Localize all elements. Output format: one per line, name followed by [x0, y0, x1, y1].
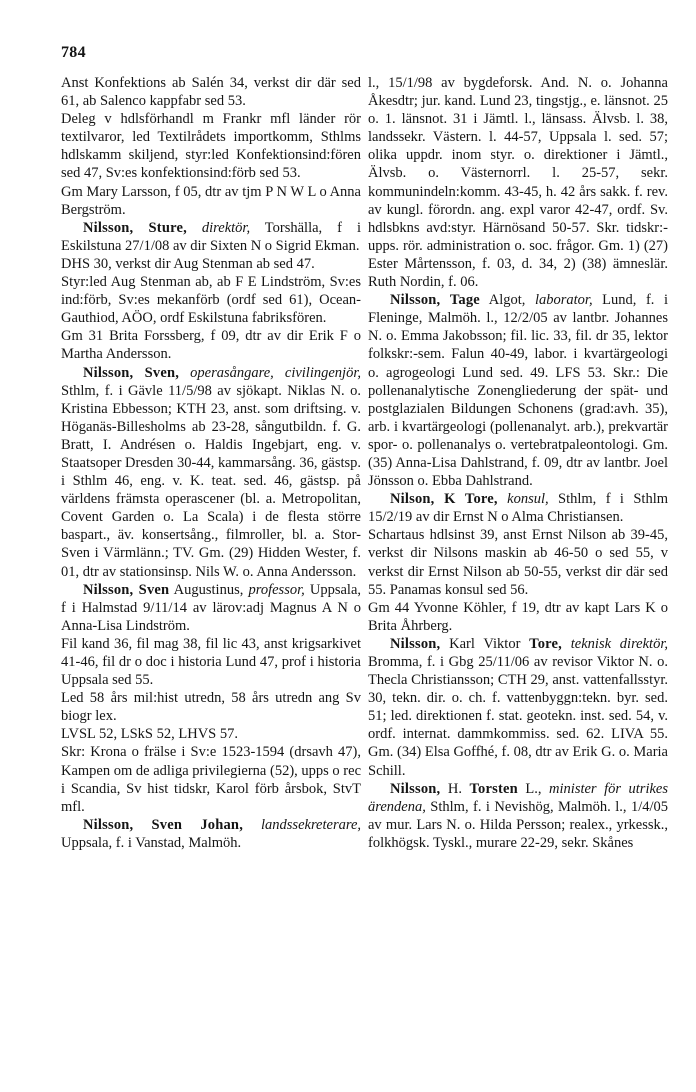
- entry-text: Lund, f. i Fleninge, Malmöh. l., 12/2/05 av lantbr. Johannes N. o. Emma Jakobsson; fil. lic. 33, fil. dr 35, lektor folkskr:-sem. Falun 40-49, labor. i kvartärgeologi o. agrogeologi Lund sed. 49. LFS 53. Skr.: Die pollenanalytische Zonengliederung der spät- und postglazialen Bildungen Schonens (grad:avh. 35), arb. i kvartärgeologi (pollenanalyt. arb.), prekvartär spor- o. pollenanalys o. vertebratpaleontologi. Gm. (35) Anna-Lisa Dahlstrand, f. 09, dtr av lantbr. Joel Jönsson o. Ebba Dahlstrand.: [368, 292, 669, 490]
- entry-title: direktör,: [186, 219, 251, 236]
- entry-given-names: H.: [440, 780, 470, 797]
- entry-paragraph: Skr: Krona o frälse i Sv:e 1523-1594 (drsavh 47), Kampen om de adliga privilegierna (52), upps o rec i Scandia, Sv hist tidskr, Karol förb årsbok, StvT mfl.: [61, 744, 361, 815]
- entry-text: Torshälla, f i Eskilstuna 27/1/08 av dir Sixten N o Sigrid Ekman.: [61, 219, 361, 254]
- entry-paragraph: DHS 30, verkst dir Aug Stenman ab sed 47.: [61, 255, 315, 272]
- entry-paragraph: Deleg v hdlsförhandl m Frankr mfl länder rör textilvaror, led Textilrådets importkomm, Sthlms hdlskamm skiljend, styr:led Konfektionsind:fören sed 47, Sv:es konfektionsind:förb sed 53.: [61, 111, 361, 182]
- entry-paragraph: Fil kand 36, fil mag 38, fil lic 43, anst krigsarkivet 41-46, fil dr o doc i historia Lund 47, prof i historia Uppsala sed 55.: [61, 635, 361, 689]
- entry-text: Sthlm, f i Sthlm 15/2/19 av dir Ernst N o Alma Christiansen.: [368, 491, 669, 526]
- entry-text: Uppsala, f i Halmstad 9/11/14 av lärov:adj Magnus A N o Anna-Lisa Lindström.: [61, 581, 362, 634]
- entry-name-called: Torsten: [469, 780, 518, 797]
- entry-title: laborator,: [525, 292, 593, 309]
- entry-title: professor,: [243, 581, 305, 598]
- biography-entry: [61, 364, 361, 581]
- entry-given-names: Algot,: [479, 292, 526, 309]
- biography-entry: [61, 581, 361, 635]
- entry-name: Nilsson,: [390, 780, 441, 797]
- entry-paragraph: Styr:led Aug Stenman ab, ab F E Lindström, Sv:es ind:förb, Sv:es mekanförb (ordf sed 61), Ocean-Gauthiod, AÖO, ordf Eskilstuna fabriksfören.: [61, 274, 361, 327]
- entry-title: landssekreterare,: [243, 816, 362, 833]
- entry-text: Uppsala, f. i Vanstad, Malmöh.: [61, 834, 242, 851]
- entry-title: minister för utrikes ärendena,: [368, 780, 668, 815]
- entry-title: konsul,: [497, 491, 549, 508]
- entry-paragraph: LVSL 52, LSkS 52, LHVS 57.: [61, 726, 238, 743]
- entry-title: teknisk direktör,: [562, 635, 668, 652]
- entry-paragraph: l., 15/1/98 av bygdeforsk. And. N. o. Johanna Åkesdtr; jur. kand. Lund 23, tingstjg., e. länsnot. 25 o. 1. länsnot. 31 i Jämtl. l., länsass. Älvsb. l. 38, landssekr. Västern. l. 44-57, Uppsala l. sed. 57; olika uppdr. inom styr. o. direktioner i Jämtl., Älvsb. o. Västernorrl. l. 25-57, sekr. kommunindeln:komm. 43-45, h. 42 års sakk. f. rev. av kungl. förordn. ang. expl varor 42-47, ordf. Sv. hdlsbkns avd:styr. Härnösand 50-57. Skr. tidskr:-upps. rör. administration o. soc. frågor. Gm. 1) (27) Ester Mårtensson, f. 03, d. 34, 2) (38) ämneslär. Ruth Nordin, f. 06.: [368, 75, 668, 291]
- right-column: [368, 74, 668, 852]
- page-number: 784: [61, 44, 86, 61]
- entry-title: operasångare, civilingenjör,: [179, 364, 361, 381]
- entry-given-names: L.,: [517, 780, 542, 797]
- entry-paragraph: Gm 44 Yvonne Köhler, f 19, dtr av kapt Lars K o Brita Åhrberg.: [368, 599, 668, 634]
- entry-name: Nilsson, Sture,: [83, 219, 187, 236]
- entry-name: Nilson, K Tore,: [390, 491, 498, 508]
- entry-paragraph: Gm 31 Brita Forssberg, f 09, dtr av dir Erik F o Martha Andersson.: [61, 328, 361, 363]
- entry-name: Nilsson,: [390, 635, 441, 652]
- entry-paragraph: Led 58 års mil:hist utredn, 58 års utredn ang Sv biogr lex.: [61, 690, 361, 725]
- entry-given-names: Karl Viktor: [440, 635, 530, 652]
- entry-name: Nilsson, Sven,: [83, 364, 180, 381]
- left-column: [61, 74, 361, 852]
- entry-name: Nilsson, Sven Johan,: [83, 816, 244, 833]
- entry-name: Nilsson, Tage: [390, 292, 480, 309]
- biography-entry: [368, 635, 668, 780]
- entry-text: Sthlm, f. i Nevishög, Malmöh. l., 1/4/05 av mur. Lars N. o. Hilda Persson; realex., yrkessk., folkhögsk. Tyskl., murare 22-29, sekr. Skånes: [368, 798, 668, 851]
- entry-paragraph: Gm Mary Larsson, f 05, dtr av tjm P N W L o Anna Bergström.: [61, 183, 361, 218]
- entry-paragraph: Schartaus hdlsinst 39, anst Ernst Nilson ab 39-45, verkst dir Nilsons maskin ab 46-50 o sed 55, v verkst dir Ernst Nilson ab 50-55, verkst dir där sed 55. Panamas konsul sed 56.: [368, 527, 668, 598]
- entry-text: Sthlm, f. i Gävle 11/5/98 av sjökapt. Niklas N. o. Kristina Ebbesson; KTH 23, anst. som driftsing. v. Höganäs-Billesholms ab 23-28, sångutbildn. f. G. Bratt, I. Andrésen o. Haldis Ingebjart, eng. v. Staatsoper Dresden 30-44, kammarsång. 36, gästsp. i Sthlm 46, eng. v. K. teat. sed. 46, gästsp. på världens främsta operascener (bl. a. Metropolitan, Covent Garden o. La Scala) i de flesta större baspart., äv. konsertsång., filmroller, bl. a. Stor-Sven i Värmlänn.; TV. Gm. (29) Hidden Wester, f. 01, dtr av stationsinsp. Nils W. o. Anna Andersson.: [61, 382, 362, 580]
- entry-name-called: Tore,: [529, 635, 562, 652]
- biography-entry: [368, 291, 668, 490]
- entry-given-names: Augustinus,: [169, 581, 244, 598]
- biography-entry: [61, 816, 361, 852]
- entry-text: Bromma, f. i Gbg 25/11/06 av revisor Viktor N. o. Thecla Christiansson; CTH 29, anst. vattenfallsstyr. 30, tekn. dir. o. ch. f. vattenbyggn:tekn. byr. sed. 51; led. direktionen f. stat. geotekn. inst. sed. 54, v. ordf. internat. dammkommiss. sed. 62. LIVA 55. Gm. (34) Elsa Goffhé, f. 08, dtr av Erik G. o. Maria Schill.: [368, 654, 668, 779]
- entry-paragraph: Anst Konfektions ab Salén 34, verkst dir där sed 61, ab Salenco kappfabr sed 53.: [61, 75, 361, 110]
- biography-entry: [61, 219, 361, 255]
- entry-name: Nilsson, Sven: [83, 581, 170, 598]
- biography-entry: [368, 780, 668, 852]
- biography-entry: [368, 490, 668, 526]
